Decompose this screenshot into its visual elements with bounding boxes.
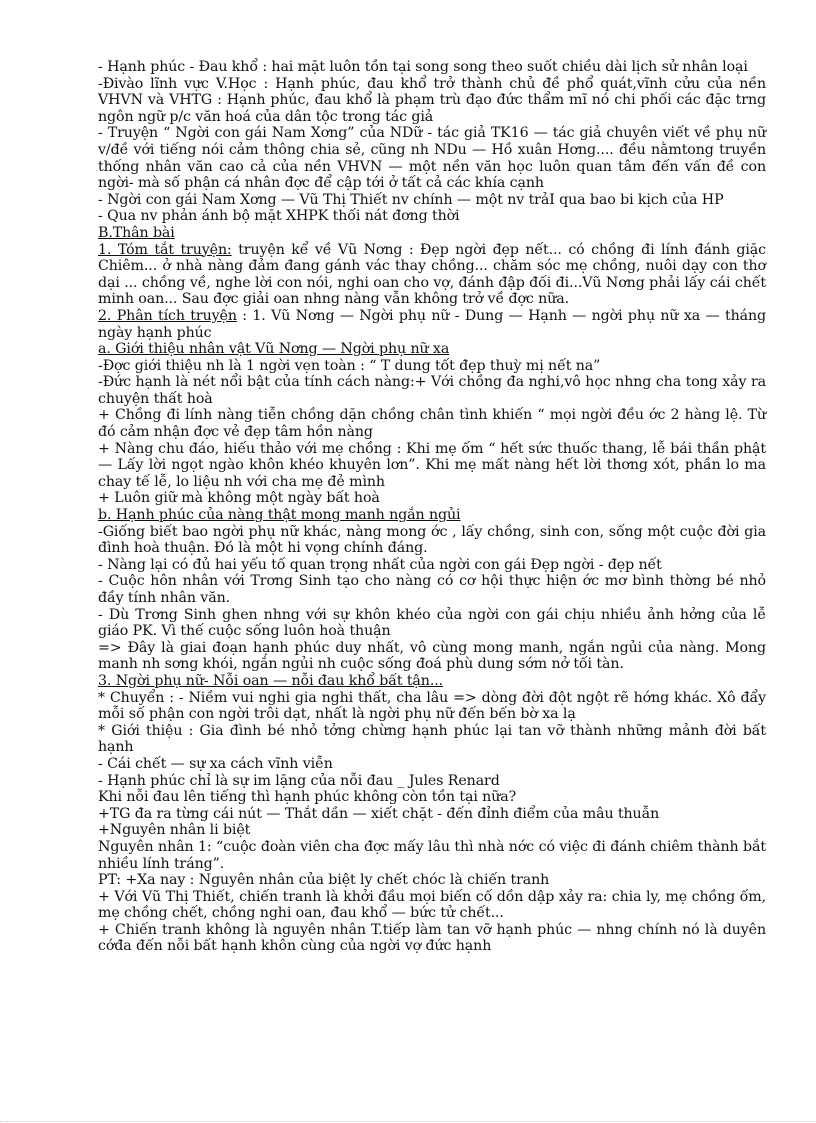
paragraph: + Luôn giữ mà không một ngày bất hoà xyxy=(98,490,380,507)
paragraph: -Đức hạnh là nét nổi bật của tính cách nàng:+ Với chồng đa nghi,vô học nhng cha tong xảy ra chuyện thất hoà xyxy=(98,374,766,407)
paragraph: +Nguyên nhân li biệt xyxy=(98,822,251,839)
paragraph-text: : 1. Vũ Nơng — Ngời phụ nữ - Dung — Hạnh — ngời phụ nữ xa — tháng ngày hạnh phúc xyxy=(98,307,766,341)
paragraph xyxy=(98,308,766,341)
paragraph xyxy=(98,242,766,308)
quote-line: - Cái chết — sự xa cách vĩnh viễn xyxy=(98,755,333,772)
subsection-heading: 3. Ngời phụ nữ- Nỗi oan — nỗi đau khổ bất tận... xyxy=(98,672,444,689)
subsection-heading: a. Giới thiệu nhân vật Vũ Nơng — Ngời phụ nữ xa xyxy=(98,341,450,358)
paragraph: + Chiến tranh không là nguyên nhân T.tiếp làm tan vỡ hạnh phúc — nhng chính nó là duyên cớđa đến nỗi bất hạnh khôn cùng của ngời vợ đức hạnh xyxy=(98,921,766,955)
paragraph: PT: +Xa nay : Nguyên nhân của biệt ly chết chóc là chiến tranh xyxy=(98,872,550,889)
document-body xyxy=(98,59,766,955)
paragraph: +TG đa ra từng cái nút — Thắt dần — xiết chặt - đến đỉnh điểm của mâu thuẫn xyxy=(98,805,660,822)
paragraph: * Chuyển : - Niềm vui nghi gia nghi thất, cha lâu => dòng đời đột ngột rẽ hớng khác. Xô đẩy mỗi số phận con ngời trôi dạt, nhất là ngời phụ nữ đến bến bờ xa lạ xyxy=(98,689,766,723)
page-bottom-divider xyxy=(0,1121,816,1122)
paragraph: - Cuộc hôn nhân với Trơng Sinh tạo cho nàng có cơ hội thực hiện ớc mơ bình thờng bé nhỏ đầy tính nhân văn. xyxy=(98,573,766,606)
subsection-heading: 1. Tóm tắt truyện: xyxy=(98,241,232,258)
paragraph-text: truyện kể về Vũ Nơng : Đẹp ngời đẹp nết... có chồng đi lính đánh giặc Chiêm... ở nhà nàng đảm đang gánh vác thay chồng... chăm sóc mẹ chồng, nuôi dạy con thơ dại ... chồng về, nghe lời con nói, nghi oan cho vợ, đánh đập đối đi...Vũ Nơng phải lấy cái chết minh oan... Sau đợc giải oan nhng nàng vẫn không trở về đợc nữa. xyxy=(98,241,766,308)
paragraph: - Qua nv phản ánh bộ mặt XHPK thối nát đơng thời xyxy=(98,208,460,225)
paragraph: - Nàng lại có đủ hai yếu tố quan trọng nhất của ngời con gái Đẹp ngời - đẹp nết xyxy=(98,556,662,573)
paragraph: - Hạnh phúc - Đau khổ : hai mặt luôn tồn tại song song theo suốt chiều dài lịch sử nhân loại xyxy=(98,59,748,75)
paragraph: -Đợc giới thiệu nh là 1 ngời vẹn toàn : “ T dung tốt đẹp thuỳ mị nết na” xyxy=(98,357,601,374)
paragraph: -Giống biết bao ngời phụ nữ khác, nàng mong ớc , lấy chồng, sinh con, sống một cuộc đời gia đình hoà thuận. Đó là một hi vọng chính đáng. xyxy=(98,523,766,557)
subsection-heading: 2. Phân tích truyện xyxy=(98,307,237,324)
subsection-heading: b. Hạnh phúc của nàng thật mong manh ngắn ngủi xyxy=(98,507,461,524)
paragraph: + Với Vũ Thị Thiết, chiến tranh là khởi đầu mọi biến cố dồn dập xảy ra: chia ly, mẹ chồng ốm, mẹ chồng chết, chồng nghi oan, đau khổ — bức tử chết... xyxy=(98,888,766,922)
paragraph: + Chồng đi lính nàng tiễn chồng dặn chồng chân tình khiến “ mọi ngời đều ớc 2 hàng lệ. Từ đó cảm nhận đợc vẻ đẹp tâm hồn nàng xyxy=(98,407,766,441)
paragraph: - Dù Trơng Sinh ghen nhng với sự khôn khéo của ngời con gái chịu nhiều ảnh hởng của lễ giáo PK. Vì thế cuộc sống luôn hoà thuận xyxy=(98,606,766,640)
paragraph: + Nàng chu đáo, hiếu thảo với mẹ chồng : Khi mẹ ốm “ hết sức thuốc thang, lễ bái thần phật — Lấy lời ngọt ngào khôn khéo khuyên lơn”. Khi mẹ mất nàng hết lời thơng xót, phần lo ma chay tế lễ, lo liệu nh với cha mẹ đẻ mình xyxy=(98,440,766,490)
paragraph: - Truyện “ Ngời con gái Nam Xơng” của NDữ - tác giả TK16 — tác giả chuyên viết về phụ nữ v/đề với tiếng nói cảm thông chia sẻ, cũng nh NDu — Hồ xuân Hơng.... đều nằmtong truyền thống nhân văn cao cả của nền VHVN — một nền văn học luôn quan tâm đến vấn đề con ngời- mà số phận cá nhân đợc để cập tới ở tất cả các khía cạnh xyxy=(98,125,766,192)
paragraph: * Giới thiệu : Gia đình bé nhỏ tởng chừng hạnh phúc lại tan vỡ thành những mảnh đời bất hạnh xyxy=(98,722,766,756)
paragraph: => Đây là giai đoạn hạnh phúc duy nhất, vô cùng mong manh, ngắn ngủi của nàng. Mong manh nh sơng khói, ngắn ngủi nh cuộc sống đoá phù dung sớm nở tối tàn. xyxy=(98,639,766,673)
quote-line: - Hạnh phúc chỉ là sự im lặng của nỗi đau _ Jules Renard xyxy=(98,772,500,789)
paragraph: Nguyên nhân 1: “cuộc đoàn viên cha đợc mấy lâu thì nhà nớc có việc đi đánh chiêm thành bắt nhiều lính tráng”. xyxy=(98,838,766,872)
section-heading: B.Thân bài xyxy=(98,224,175,241)
paragraph: - Ngời con gái Nam Xơng — Vũ Thị Thiết nv chính — một nv trảI qua bao bi kịch của HP xyxy=(98,191,724,208)
paragraph: Khi nỗi đau lên tiếng thì hạnh phúc không còn tồn tại nữa? xyxy=(98,789,517,806)
paragraph: -Đivào lĩnh vực V.Học : Hạnh phúc, đau khổ trở thành chủ đề phổ quát,vĩnh cửu của nền VHVN và VHTG : Hạnh phúc, đau khổ là phạm trù đạo đức thẩm mĩ nó chi phối các đặc trng ngôn ngữ p/c văn hoá của dân tộc trong tác giả xyxy=(98,75,766,125)
